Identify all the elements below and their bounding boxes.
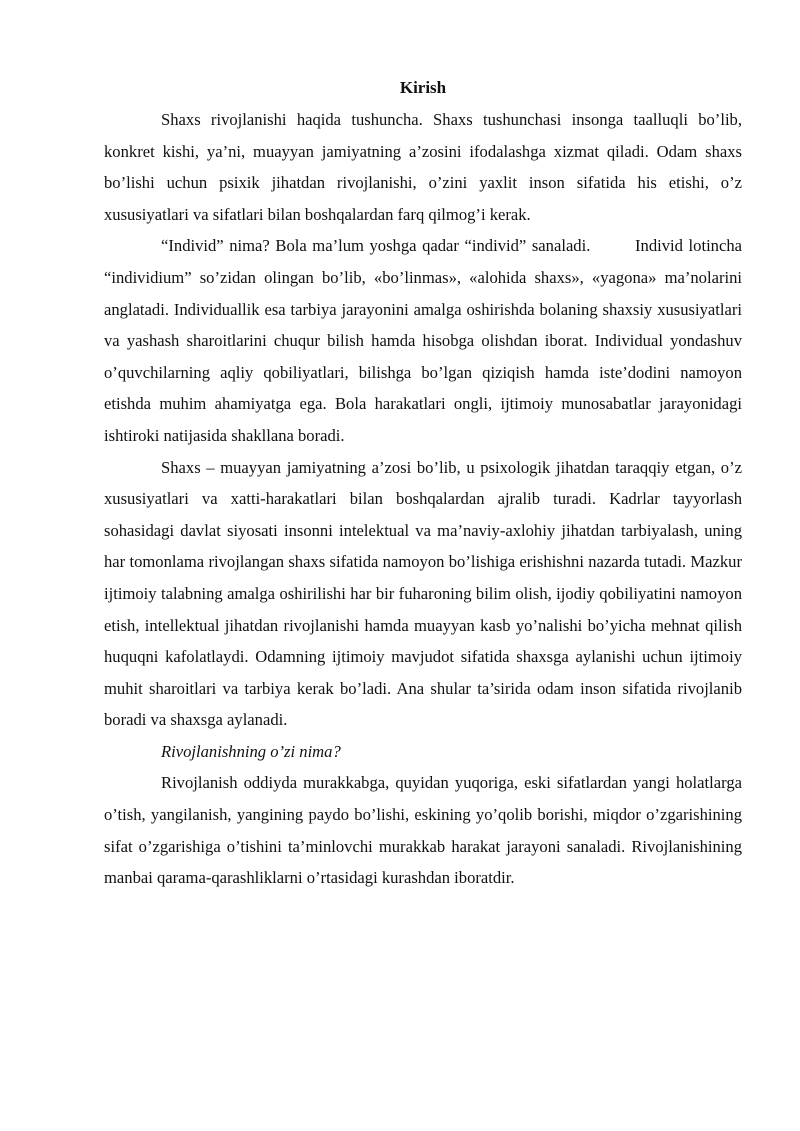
- paragraph-rivojlanish: Rivojlanish oddiyda murakkabga, quyidan yuqoriga, eski sifatlardan yangi holatlarga o’tish, yangilanish, yangining paydo bo’lishi, eskining yo’qolib borishi, miqdor o’zgarishining sifat o’zgarishiga o’tishini ta’minlovchi murakkab harakat jarayoni sanaladi. Rivojlanishining manbai qarama-qarashliklarni o’rtasidagi kurashdan iboratdir.: [104, 773, 742, 888]
- document-page: [104, 72, 747, 894]
- subheading-rivojlanish: Rivojlanishning o’zi nima?: [161, 741, 341, 761]
- paragraph-individ: “Individ” nima? Bola ma’lum yoshga qadar “individ” sanaladi. Individ lotincha “individium” so’zidan olingan bo’lib, «bo’linmas», «alohida shaxs», «yagona» ma’nolarini anglatadi. Individuallik esa tarbiya jarayonini amalga oshirishda bolaning shaxsiy xususiyatlari va yashash sharoitlarini chuqur bilish hamda hisobga olishdan iborat. Individual yondashuv o’quvchilarning aqliy qobiliyatlari, bilishga bo’lgan qiziqish hamda iste’dodini namoyon etishda muhim ahamiyatga ega. Bola harakatlari ongli, ijtimoiy munosabatlar jarayonidagi ishtiroki natijasida shakllana boradi.: [104, 236, 747, 445]
- page-title: Kirish: [399, 78, 447, 97]
- paragraph-shaxs-jamiyat: Shaxs – muayyan jamiyatning a’zosi bo’lib, u psixologik jihatdan taraqqiy etgan, o’z xususiyatlari va xatti-harakatlari bilan boshqalardan ajralib turadi. Kadrlar tayyorlash sohasidagi davlat siyosati insonni intelektual va ma’naviy-axlohiy jihatdan tarbiyalash, uning har tomonlama rivojlangan shaxs sifatida namoyon bo’lishiga erishishni nazarda tutadi. Mazkur ijtimoiy talabning amalga oshirilishi har bir fuharoning bilim olish, ijodiy qobiliyatini namoyon etish, intellektual jihatdan rivojlanishi hamda muayyan kasb yo’nalishi bo’yicha mehnat qilish huquqni kafolatlaydi. Odamning ijtimoiy mavjudot sifatida shaxsga aylanishi uchun ijtimoiy muhit sharoitlari va tarbiya kerak bo’ladi. Ana shular ta’sirida odam inson sifatida rivojlanib boradi va shaxsga aylanadi.: [104, 457, 742, 730]
- paragraph-shaxs-rivojlanishi: Shaxs rivojlanishi haqida tushuncha. Shaxs tushunchasi insonga taalluqli bo’lib, konkret kishi, ya’ni, muayyan jamiyatning a’zosini ifodalashga xizmat qiladi. Odam shaxs bo’lishi uchun psixik jihatdan rivojlanishi, o’zini yaxlit inson sifatida his etishi, o’z xususiyatlari va sifatlari bilan boshqalardan farq qilmog’i kerak.: [104, 110, 742, 224]
